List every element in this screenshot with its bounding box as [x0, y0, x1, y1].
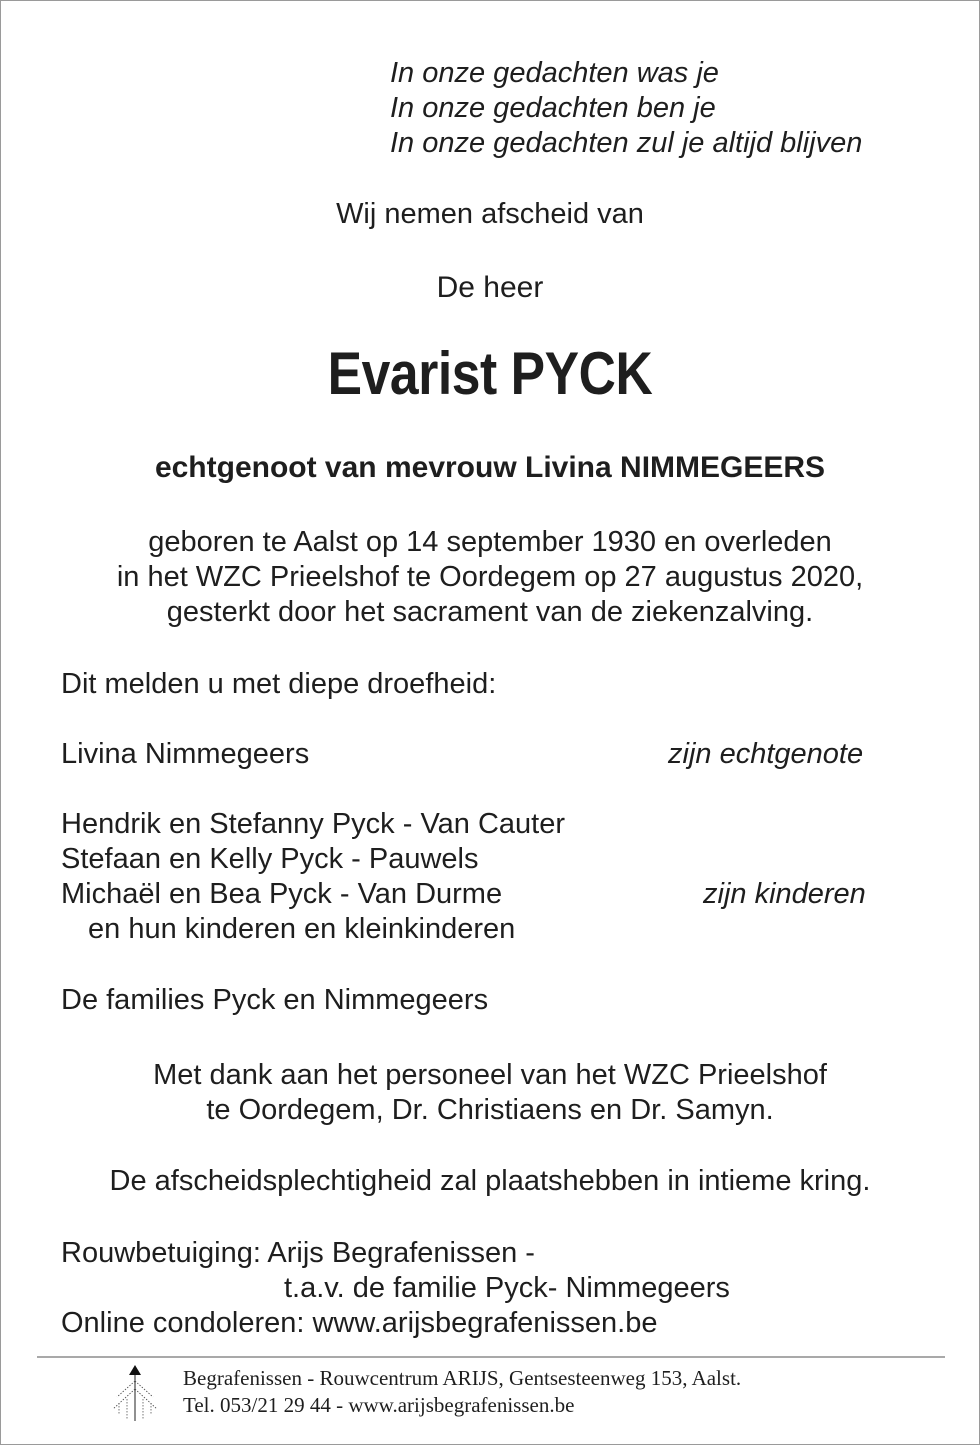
poem-line-1: In onze gedachten was je	[390, 57, 719, 89]
footer-contact[interactable]: Tel. 053/21 29 44 - www.arijsbegrafenissen.be	[183, 1393, 575, 1417]
title-text: De heer	[436, 271, 544, 304]
thanks-line-1: Met dank aan het personeel van het WZC Prieelshof	[153, 1059, 827, 1091]
funeral-home-tree-logo-icon	[105, 1363, 159, 1423]
child-line: Stefaan en Kelly Pyck - Pauwels	[61, 843, 479, 875]
poem-line-3: In onze gedachten zul je altijd blijven	[390, 127, 863, 159]
spouse-line: echtgenoot van mevrouw Livina NIMMEGEERS	[154, 451, 826, 484]
spouse-name: Livina Nimmegeers	[61, 738, 310, 770]
footer-address: Begrafenissen - Rouwcentrum ARIJS, Gentsesteenweg 153, Aalst.	[183, 1366, 742, 1390]
birth-line-2: in het WZC Prieelshof te Oordegem op 27 augustus 2020,	[116, 561, 864, 593]
child-line: Hendrik en Stefanny Pyck - Van Cauter	[61, 808, 565, 840]
footer-divider	[37, 1356, 945, 1358]
intro-text: Wij nemen afscheid van	[336, 198, 644, 230]
birth-line-3: gesterkt door het sacrament van de ziekenzalving.	[166, 596, 814, 628]
condolence-line-1: Rouwbetuiging: Arijs Begrafenissen -	[61, 1237, 535, 1269]
announce-text: Dit melden u met diepe droefheid:	[61, 668, 497, 700]
deceased-name: Evarist PYCK	[327, 340, 653, 407]
child-line: Michaël en Bea Pyck - Van Durme	[61, 878, 503, 910]
birth-line-1: geboren te Aalst op 14 september 1930 en overleden	[148, 526, 832, 558]
families-line: De families Pyck en Nimmegeers	[61, 984, 489, 1016]
poem-line-2: In onze gedachten ben je	[390, 92, 716, 124]
grandchildren-line: en hun kinderen en kleinkinderen	[88, 913, 516, 945]
condolence-online-line[interactable]: Online condoleren: www.arijsbegrafenissen.be	[61, 1307, 658, 1339]
thanks-line-2: te Oordegem, Dr. Christiaens en Dr. Samyn.	[206, 1094, 774, 1126]
ceremony-line: De afscheidsplechtigheid zal plaatshebben in intieme kring.	[109, 1165, 871, 1197]
spouse-role: zijn echtgenote	[668, 738, 864, 770]
children-role: zijn kinderen	[703, 878, 866, 910]
condolence-line-2: t.a.v. de familie Pyck- Nimmegeers	[284, 1272, 730, 1304]
